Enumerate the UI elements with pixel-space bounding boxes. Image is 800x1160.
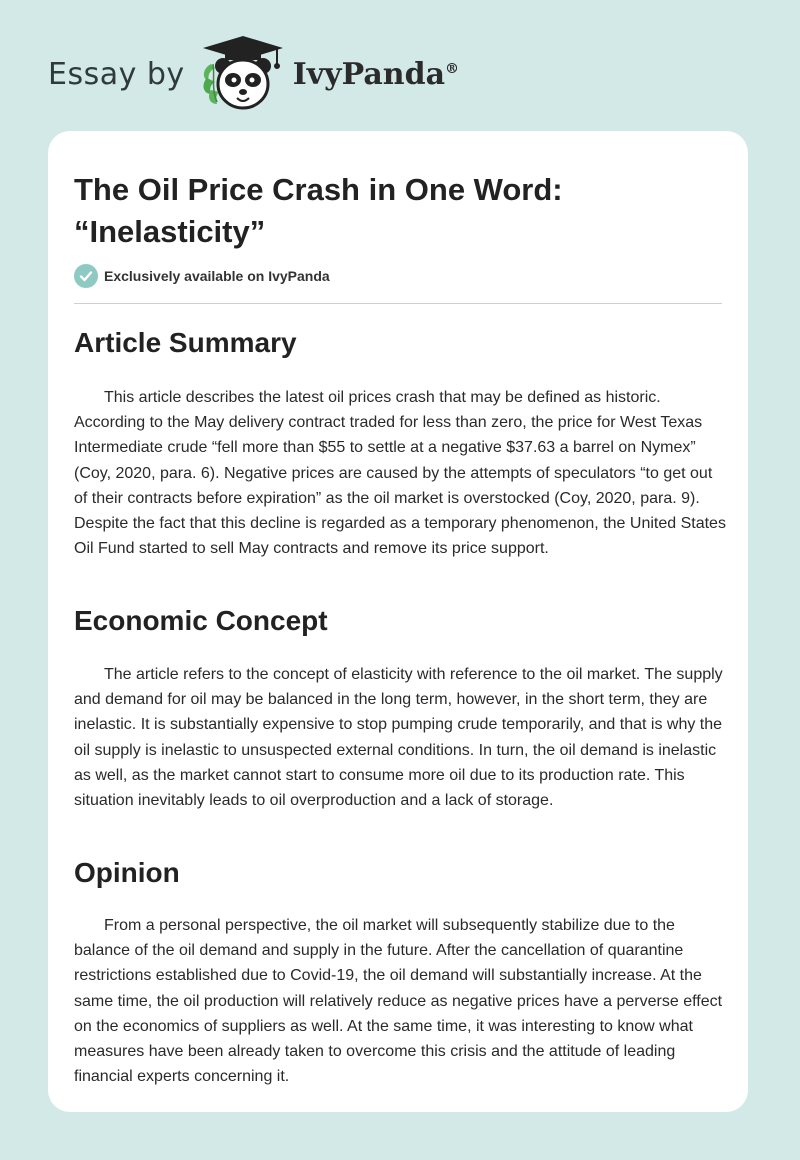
brand-header: [48, 34, 459, 114]
section-heading-opinion: Opinion: [74, 857, 180, 888]
check-circle-icon: [74, 264, 98, 288]
exclusive-badge: [74, 264, 330, 288]
essay-card: [48, 131, 748, 1112]
brand-name-text: IvyPanda: [292, 56, 446, 92]
panda-graduate-logo-icon[interactable]: [197, 34, 289, 114]
section-body-summary: This article describes the latest oil prices crash that may be defined as historic. According to the May delivery contract traded for less than zero, the price for West Texas Intermediate crude “fell more than $55 to settle at a negative $37.63 a barrel on Nymex” (Coy, 2020, para. 6). Negative prices are caused by the attempts of speculators “to get out of their contracts before expiration” as the oil market is overstocked (Coy, 2020, para. 9). Despite the fact that this decline is regarded as a temporary phenomenon, the United States Oil Fund started to sell May contracts and remove its price support.: [74, 389, 726, 558]
section-body-economic-concept: The article refers to the concept of elasticity with reference to the oil market. The supply and demand for oil may be balanced in the long term, however, in the short term, they are inelastic. It is substantially expensive to stop pumping crude temporarily, and that is why the oil supply is inelastic to unsuspected external conditions. In turn, the oil demand is inelastic as well, as the market cannot start to consume more oil due to its production rate. This situation inevitably leads to oil overproduction and a lack of storage.: [74, 666, 723, 810]
registered-mark: ®: [445, 60, 460, 77]
section-heading-summary: Article Summary: [74, 327, 297, 358]
essay-title: The Oil Price Crash in One Word: “Inelasticity”: [74, 172, 563, 249]
divider: [74, 303, 722, 304]
section-body-opinion: From a personal perspective, the oil market will subsequently stabilize due to the balance of the oil demand and supply in the future. After the cancellation of quarantine restrictions established due to Covid-19, the oil demand will substantially increase. At the same time, the oil production will relatively reduce as negative prices have a perverse effect on the economics of suppliers as well. At the same time, it was interesting to know what measures have been already taken to overcome this crisis and the attitude of leading financial experts concerning it.: [74, 917, 723, 1086]
brand-name[interactable]: [293, 57, 459, 92]
exclusive-label: Exclusively available on IvyPanda: [104, 268, 330, 284]
section-heading-economic-concept: Economic Concept: [74, 605, 328, 636]
essay-by-label: Essay by: [48, 56, 185, 92]
